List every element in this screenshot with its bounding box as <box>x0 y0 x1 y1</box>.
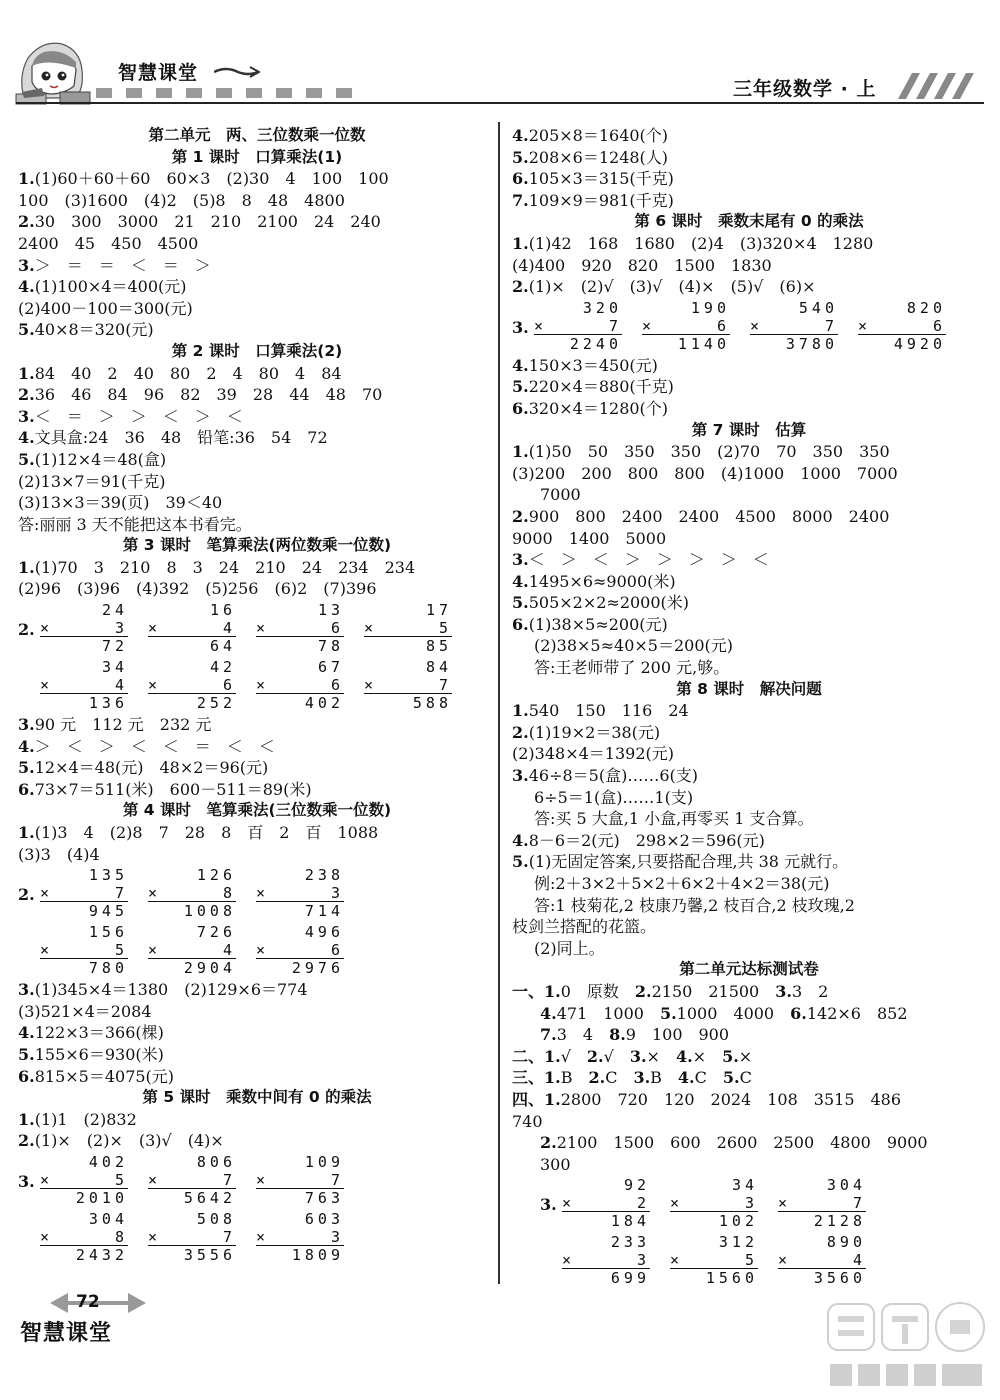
calc-digit-row: 7 <box>222 1227 236 1246</box>
calc-digit-row: 72 <box>101 637 128 656</box>
vertical-multiplication: 156 × 5 780 <box>40 923 128 978</box>
answer-line: 3.＞ ＝ ＝ ＜ ＝ ＞ <box>18 255 211 275</box>
answer-line: 4.150×3＝450(元) <box>512 355 658 375</box>
vertical-multiplication: 24 × 3 72 <box>40 601 128 656</box>
calc-digit-row: 588 <box>412 694 452 713</box>
footer-brand: 智慧课堂 <box>20 1321 113 1346</box>
calc-digit-row: 320 <box>582 298 622 317</box>
calc-digit-row: 496 <box>304 923 344 942</box>
answer-line: 300 <box>540 1154 571 1174</box>
answer-line: 3.＜ ＝ ＞ ＞ ＜ ＞ ＜ <box>18 406 243 426</box>
vertical-multiplication: 540 × 7 3780 <box>750 298 838 353</box>
calc-digit-row: 5 <box>114 941 128 960</box>
right-column <box>512 125 986 1289</box>
answer-line: 1.(1)60＋60＋60 60×3 (2)30 4 100 100 <box>18 169 389 189</box>
answer-line: 4.＞ ＜ ＞ ＜ ＜ ＝ ＜ ＜ <box>18 736 275 756</box>
calc-digit-row: 233 <box>610 1233 650 1252</box>
answer-line: 4.471 1000 5.1000 4000 6.142×6 852 <box>540 1003 908 1023</box>
calc-digit-row: 64 <box>209 637 236 656</box>
brand-arrow-icon <box>214 64 260 80</box>
answer-line: (2)400－100＝300(元) <box>18 298 193 318</box>
vertical-multiplication: 135 × 7 945 <box>40 866 128 921</box>
vertical-multiplication: 42 × 6 252 <box>148 658 236 713</box>
calc-digit-row: 6 <box>330 676 344 695</box>
calc-digit-row: 126 <box>196 866 236 885</box>
calc-digit-row: 820 <box>906 298 946 317</box>
answer-line: 6.320×4＝1280(个) <box>512 398 669 418</box>
answer-line: 5.505×2×2≈2000(米) <box>512 593 690 613</box>
answer-line: (2)38×5≈40×5＝200(元) <box>534 636 733 656</box>
calc-digit-row: 3780 <box>785 334 838 353</box>
lesson-heading: 第 1 课时 口算乘法(1) <box>171 147 343 166</box>
vertical-multiplication: 92 × 2 184 <box>562 1176 650 1231</box>
vertical-multiplication: 67 × 6 402 <box>256 658 344 713</box>
answer-line: 答:丽丽 3 天不能把这本书看完。 <box>18 514 252 534</box>
calc-digit-row: 3 <box>744 1194 758 1213</box>
answer-line: 二、1.√ 2.√ 3.× 4.× 5.× <box>512 1046 753 1066</box>
calc-digit-row: 1809 <box>291 1245 344 1264</box>
calc-digit-row: 34 <box>731 1176 758 1195</box>
answer-line: 4.205×8＝1640(个) <box>512 126 669 145</box>
calc-digit-row: 1140 <box>677 334 730 353</box>
answer-line: 1.(1)50 50 350 350 (2)70 70 350 350 <box>512 442 890 462</box>
calc-digit-row: 780 <box>88 959 128 978</box>
question-number: 2. <box>18 620 35 640</box>
answer-line: 5.(1)无固定答案,只要搭配合理,共 38 元就行。 <box>512 852 849 872</box>
vertical-multiplication: 890 × 4 3560 <box>778 1233 866 1288</box>
answer-line: 四、1.2800 720 120 2024 108 3515 486 <box>512 1089 902 1109</box>
calc-digit-row: 6 <box>222 676 236 695</box>
vertical-multiplication: 312 × 5 1560 <box>670 1233 758 1288</box>
calc-digit-row: 6 <box>330 619 344 638</box>
answer-line: 4.8－6＝2(元) 298×2＝596(元) <box>512 830 765 850</box>
answer-line: 2400 45 450 4500 <box>18 233 199 253</box>
calc-digit-row: 85 <box>425 637 452 656</box>
answer-line: 740 <box>512 1111 543 1131</box>
calc-digit-row: 540 <box>798 298 838 317</box>
calc-digit-row: 7 <box>608 316 622 335</box>
calc-digit-row: 402 <box>88 1152 128 1171</box>
answer-line: 7000 <box>540 485 581 505</box>
vertical-calc-row <box>18 865 496 922</box>
unit-heading: 第二单元 两、三位数乘一位数 <box>148 126 366 144</box>
vertical-multiplication: 304 × 8 2432 <box>40 1209 128 1264</box>
calc-digit-row: 6 <box>716 316 730 335</box>
page-header <box>0 0 1000 118</box>
answer-line: 2.(1)× (2)× (3)√ (4)× <box>18 1131 224 1151</box>
calc-digit-row: 6 <box>932 316 946 335</box>
vertical-multiplication: 402 × 5 2010 <box>40 1152 128 1207</box>
calc-digit-row: 84 <box>425 658 452 677</box>
answer-line: 2.36 46 84 96 82 39 28 44 48 70 <box>18 385 383 405</box>
vertical-multiplication: 238 × 3 714 <box>256 866 344 921</box>
answer-line: (3)3 (4)4 <box>18 844 100 864</box>
answer-line: 6.73×7＝511(米) 600－511＝89(米) <box>18 779 312 799</box>
vertical-multiplication: 806 × 7 5642 <box>148 1152 236 1207</box>
calc-digit-row: 7 <box>824 316 838 335</box>
calc-digit-row: 2432 <box>75 1245 128 1264</box>
calc-digit-row: 763 <box>304 1188 344 1207</box>
calc-digit-row: 5 <box>744 1251 758 1270</box>
calc-digit-row: 24 <box>101 601 128 620</box>
left-column <box>18 125 496 1266</box>
answer-line: 1.84 40 2 40 80 2 4 80 4 84 <box>18 363 342 383</box>
lesson-heading: 第 8 课时 解决问题 <box>676 679 822 698</box>
vertical-calc-row <box>18 1152 496 1209</box>
lesson-heading: 第 5 课时 乘数中间有 0 的乘法 <box>142 1088 372 1107</box>
answer-line: 1.(1)1 (2)832 <box>18 1109 137 1129</box>
answer-line: 6.(1)38×5≈200(元) <box>512 614 668 634</box>
calc-digit-row: 2240 <box>569 334 622 353</box>
calc-digit-row: 304 <box>826 1176 866 1195</box>
vertical-multiplication: 109 × 7 763 <box>256 1152 344 1207</box>
page-number-badge <box>50 1290 150 1318</box>
calc-digit-row: 7 <box>114 884 128 903</box>
calc-digit-row: 184 <box>610 1212 650 1231</box>
calc-digit-row: 6 <box>330 941 344 960</box>
answer-line: 4.122×3＝366(棵) <box>18 1023 164 1043</box>
calc-digit-row: 67 <box>317 658 344 677</box>
answer-line: 6.815×5＝4075(元) <box>18 1066 175 1086</box>
answer-line: 2.2100 1500 600 2600 2500 4800 9000 <box>540 1133 928 1153</box>
lesson-heading: 第 6 课时 乘数末尾有 0 的乘法 <box>634 212 864 231</box>
answer-line: (2)96 (3)96 (4)392 (5)256 (6)2 (7)396 <box>18 579 377 599</box>
calc-digit-row: 7 <box>222 1170 236 1189</box>
answer-line: 4.1495×6≈9000(米) <box>512 571 676 591</box>
calc-digit-row: 156 <box>88 923 128 942</box>
calc-digit-row: 109 <box>304 1152 344 1171</box>
answer-line: (2)348×4＝1392(元) <box>512 744 674 764</box>
calc-digit-row: 890 <box>826 1233 866 1252</box>
answer-line: (3)521×4＝2084 <box>18 1001 152 1021</box>
vertical-multiplication: 126 × 8 1008 <box>148 866 236 921</box>
calc-digit-row: 3 <box>330 884 344 903</box>
answer-line: 5.40×8＝320(元) <box>18 320 154 340</box>
answer-line: 6.105×3＝315(千克) <box>512 169 674 189</box>
calc-digit-row: 1560 <box>705 1269 758 1288</box>
calc-digit-row: 2128 <box>813 1212 866 1231</box>
calc-digit-row: 714 <box>304 902 344 921</box>
calc-digit-row: 4 <box>852 1251 866 1270</box>
calc-digit-row: 7 <box>330 1170 344 1189</box>
vertical-multiplication: 34 × 4 136 <box>40 658 128 713</box>
vertical-calc-row <box>18 600 496 657</box>
calc-digit-row: 3 <box>636 1251 650 1270</box>
answer-line: 5.220×4＝880(千克) <box>512 377 674 397</box>
answer-line: (2)13×7＝91(千克) <box>18 471 166 491</box>
page-number: 72 <box>76 1292 100 1312</box>
calc-digit-row: 1008 <box>183 902 236 921</box>
mascot-girl-icon <box>14 36 92 108</box>
calc-digit-row: 238 <box>304 866 344 885</box>
vertical-multiplication: 603 × 3 1809 <box>256 1209 344 1264</box>
calc-digit-row: 5 <box>114 1170 128 1189</box>
answer-line: 5.208×6＝1248(人) <box>512 147 669 167</box>
calc-digit-row: 699 <box>610 1269 650 1288</box>
calc-digit-row: 16 <box>209 601 236 620</box>
calc-digit-row: 135 <box>88 866 128 885</box>
calc-digit-row: 4 <box>222 619 236 638</box>
calc-digit-row: 42 <box>209 658 236 677</box>
answer-line: 7.3 4 8.9 100 900 <box>540 1025 730 1045</box>
calc-digit-row: 7 <box>438 676 452 695</box>
answer-line: 3.90 元 112 元 232 元 <box>18 715 212 735</box>
calc-digit-row: 4 <box>222 941 236 960</box>
vertical-calc-row <box>18 657 496 714</box>
calc-digit-row: 3 <box>114 619 128 638</box>
calc-digit-row: 17 <box>425 601 452 620</box>
lesson-heading: 第 7 课时 估算 <box>691 420 807 439</box>
answer-line: 答:1 枝菊花,2 枝康乃馨,2 枝百合,2 枝玫瑰,2 <box>534 895 855 915</box>
answer-line: 1.540 150 116 24 <box>512 701 689 721</box>
vertical-multiplication: 190 × 6 1140 <box>642 298 730 353</box>
calc-digit-row: 3 <box>330 1227 344 1246</box>
test-heading: 第二单元达标测试卷 <box>679 960 819 979</box>
calc-digit-row: 2010 <box>75 1188 128 1207</box>
header-title: 三年级数学 · 上 <box>733 78 877 100</box>
calc-digit-row: 312 <box>718 1233 758 1252</box>
question-number: 2. <box>18 885 35 905</box>
calc-digit-row: 252 <box>196 694 236 713</box>
calc-digit-row: 3556 <box>183 1245 236 1264</box>
vertical-calc-row <box>512 1232 986 1289</box>
answer-line: 2.30 300 3000 21 210 2100 24 240 <box>18 212 381 232</box>
calc-digit-row: 92 <box>623 1176 650 1195</box>
calc-digit-row: 7 <box>852 1194 866 1213</box>
calc-digit-row: 5642 <box>183 1188 236 1207</box>
calc-digit-row: 945 <box>88 902 128 921</box>
answer-line: 4.文具盒:24 36 48 铅笔:36 54 72 <box>18 428 328 448</box>
vertical-calc-row <box>18 1209 496 1266</box>
vertical-calc-row <box>512 1175 986 1232</box>
answer-line: 1.(1)42 168 1680 (2)4 (3)320×4 1280 <box>512 233 874 253</box>
answer-line: 3.＜ ＞ ＜ ＞ ＞ ＞ ＞ ＜ <box>512 550 769 570</box>
question-number: 3. <box>540 1195 557 1215</box>
answer-line: 1.(1)70 3 210 8 3 24 210 24 234 234 <box>18 557 416 577</box>
calc-digit-row: 78 <box>317 637 344 656</box>
calc-digit-row: 2 <box>636 1194 650 1213</box>
calc-digit-row: 8 <box>114 1227 128 1246</box>
vertical-multiplication: 508 × 7 3556 <box>148 1209 236 1264</box>
calc-digit-row: 13 <box>317 601 344 620</box>
calc-digit-row: 603 <box>304 1209 344 1228</box>
vertical-multiplication: 320 × 7 2240 <box>534 298 622 353</box>
answer-line: 100 (3)1600 (4)2 (5)8 8 48 4800 <box>18 190 345 210</box>
lesson-heading: 第 3 课时 笔算乘法(两位数乘一位数) <box>122 536 392 555</box>
answer-line: 5.155×6＝930(米) <box>18 1045 164 1064</box>
answer-line: 2.900 800 2400 2400 4500 8000 2400 <box>512 506 890 526</box>
calc-digit-row: 806 <box>196 1152 236 1171</box>
answer-line: 5.12×4＝48(元) 48×2＝96(元) <box>18 758 269 778</box>
calc-digit-row: 8 <box>222 884 236 903</box>
answer-line: 3.46÷8＝5(盒)……6(支) <box>512 766 698 786</box>
answer-line: 一、1.0 原数 2.2150 21500 3.3 2 <box>512 981 829 1001</box>
answer-line: 答:买 5 大盒,1 小盒,再零买 1 支合算。 <box>534 809 814 829</box>
calc-digit-row: 34 <box>101 658 128 677</box>
vertical-calc-row <box>18 922 496 979</box>
vertical-calc-row <box>512 298 986 355</box>
watermark-logo <box>822 1296 990 1396</box>
vertical-multiplication: 820 × 6 4920 <box>858 298 946 353</box>
vertical-multiplication: 84 × 7 588 <box>364 658 452 713</box>
question-number: 3. <box>18 1171 35 1191</box>
answer-line: (4)400 920 820 1500 1830 <box>512 255 772 275</box>
answer-line: 2.(1)19×2＝38(元) <box>512 722 661 742</box>
answer-line: 4.(1)100×4＝400(元) <box>18 277 187 297</box>
answer-line: 9000 1400 5000 <box>512 528 667 548</box>
header-rule <box>16 102 984 104</box>
answer-line: 2.(1)× (2)√ (3)√ (4)× (5)√ (6)× <box>512 277 816 297</box>
vertical-multiplication: 17 × 5 85 <box>364 601 452 656</box>
answer-line: (3)13×3＝39(页) 39＜40 <box>18 493 223 513</box>
answer-line: 例:2＋3×2＋5×2＋6×2＋4×2＝38(元) <box>534 874 830 893</box>
vertical-multiplication: 304 × 7 2128 <box>778 1176 866 1231</box>
question-number: 3. <box>512 317 529 337</box>
calc-digit-row: 304 <box>88 1209 128 1228</box>
calc-digit-row: 402 <box>304 694 344 713</box>
calc-digit-row: 102 <box>718 1212 758 1231</box>
vertical-multiplication: 13 × 6 78 <box>256 601 344 656</box>
header-brand: 智慧课堂 <box>118 62 199 84</box>
vertical-multiplication: 34 × 3 102 <box>670 1176 758 1231</box>
lesson-heading: 第 2 课时 口算乘法(2) <box>171 341 343 360</box>
calc-digit-row: 2904 <box>183 959 236 978</box>
answer-line: 6÷5＝1(盒)……1(支) <box>534 787 694 807</box>
vertical-multiplication: 726 × 4 2904 <box>148 923 236 978</box>
answer-line: (3)200 200 800 800 (4)1000 1000 7000 <box>512 463 898 483</box>
answer-line: 7.109×9＝981(千克) <box>512 190 674 210</box>
header-dashes <box>96 88 352 98</box>
calc-digit-row: 190 <box>690 298 730 317</box>
vertical-multiplication: 233 × 3 699 <box>562 1233 650 1288</box>
answer-line: 答:王老师带了 200 元,够。 <box>534 658 730 678</box>
vertical-multiplication: 496 × 6 2976 <box>256 923 344 978</box>
answer-line: 3.(1)345×4＝1380 (2)129×6＝774 <box>18 980 308 1000</box>
calc-digit-row: 4 <box>114 676 128 695</box>
lesson-heading: 第 4 课时 笔算乘法(三位数乘一位数) <box>122 801 392 820</box>
column-divider <box>498 122 500 1284</box>
calc-digit-row: 508 <box>196 1209 236 1228</box>
answer-line: (2)同上。 <box>534 938 605 958</box>
answer-line: 枝剑兰搭配的花篮。 <box>512 917 657 937</box>
calc-digit-row: 726 <box>196 923 236 942</box>
answer-line: 三、1.B 2.C 3.B 4.C 5.C <box>512 1068 752 1088</box>
answer-line: 5.(1)12×4＝48(盒) <box>18 449 167 469</box>
header-stripes-icon <box>898 73 982 99</box>
vertical-multiplication: 16 × 4 64 <box>148 601 236 656</box>
answer-line: 1.(1)3 4 (2)8 7 28 8 百 2 百 1088 <box>18 823 379 843</box>
calc-digit-row: 3560 <box>813 1269 866 1288</box>
calc-digit-row: 5 <box>438 619 452 638</box>
calc-digit-row: 136 <box>88 694 128 713</box>
calc-digit-row: 4920 <box>893 334 946 353</box>
calc-digit-row: 2976 <box>291 959 344 978</box>
